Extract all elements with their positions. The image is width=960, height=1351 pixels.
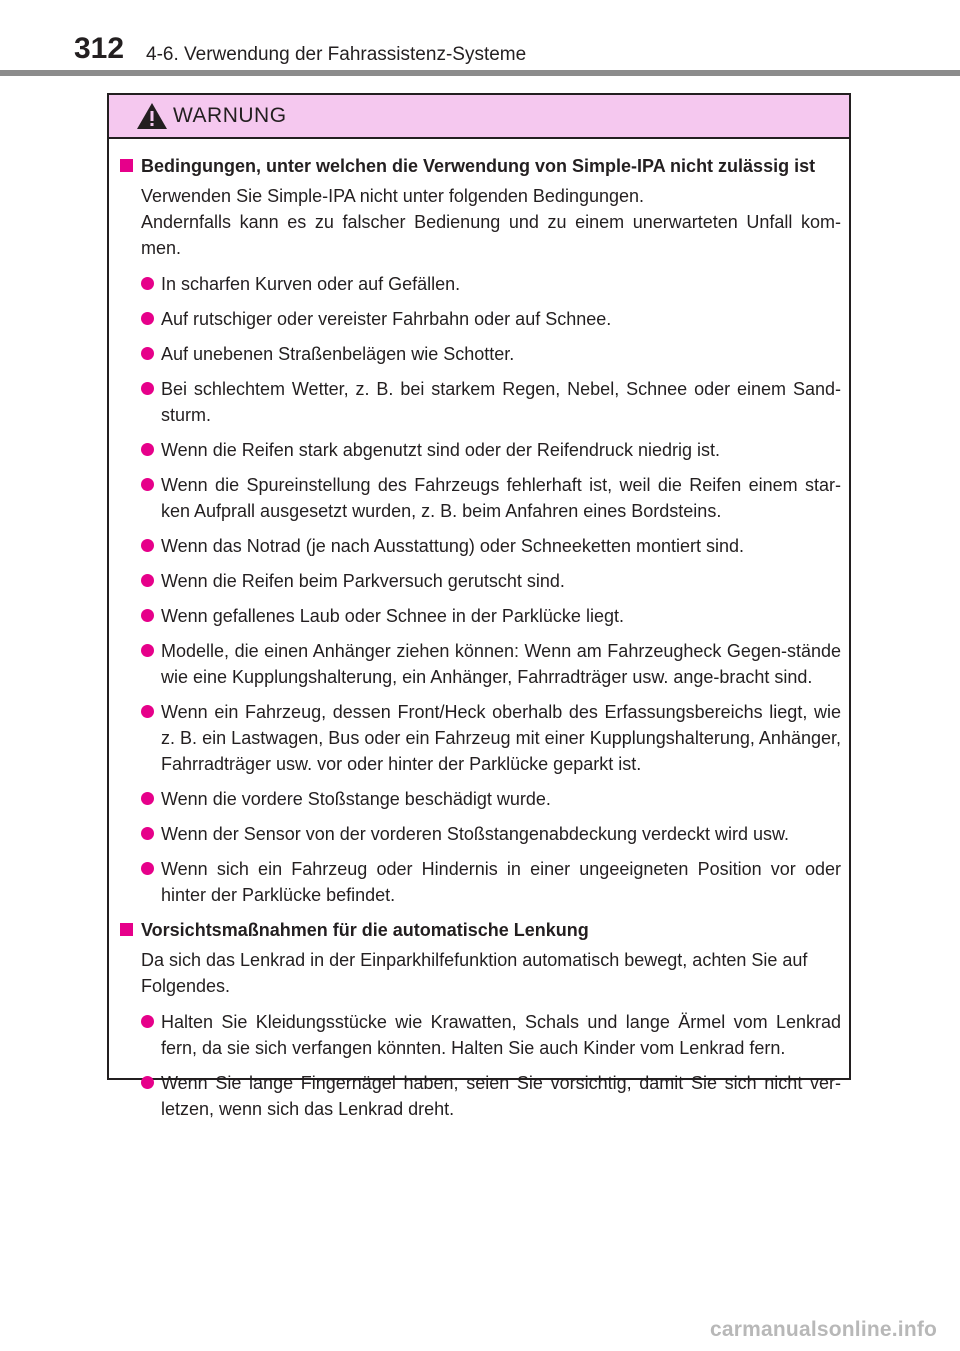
circle-bullet-icon [141, 478, 154, 491]
list-item: Wenn die vordere Stoßstange beschädigt wurde. [117, 786, 841, 812]
circle-bullet-icon [141, 1015, 154, 1028]
list-item: Wenn gefallenes Laub oder Schnee in der Parklücke liegt. [117, 603, 841, 629]
watermark: carmanualsonline.info [710, 1318, 938, 1341]
circle-bullet-icon [141, 382, 154, 395]
intro-text: Andernfalls kann es zu falscher Bedienung und zu einem unerwarteten Unfall kom-men. [141, 212, 841, 258]
circle-bullet-icon [141, 312, 154, 325]
circle-bullet-icon [141, 443, 154, 456]
square-bullet-icon [120, 923, 133, 936]
circle-bullet-icon [141, 277, 154, 290]
warning-header [109, 95, 849, 139]
circle-bullet-icon [141, 792, 154, 805]
warning-title: WARNUNG [173, 104, 287, 127]
list-item: Wenn die Spureinstellung des Fahrzeugs fehlerhaft ist, weil die Reifen einem star-ken Aufprall ausgesetzt wurden, z. B. beim Anfahren eines Bordsteins. [117, 472, 841, 524]
list-item: Auf rutschiger oder vereister Fahrbahn oder auf Schnee. [117, 306, 841, 332]
list-item: Wenn sich ein Fahrzeug oder Hindernis in einer ungeeigneten Position vor oder hinter der Parklücke befindet. [117, 856, 841, 908]
intro-text: Verwenden Sie Simple-IPA nicht unter folgenden Bedingungen. [141, 186, 645, 206]
warning-box [107, 93, 851, 1119]
circle-bullet-icon [141, 347, 154, 360]
list-item: Wenn Sie lange Fingernägel haben, seien Sie vorsichtig, damit Sie sich nicht ver-letzen, wenn sich das Lenkrad dreht. [117, 1070, 841, 1122]
list-item: Halten Sie Kleidungsstücke wie Krawatten, Schals und lange Ärmel vom Lenkrad fern, da sie sich verfangen könnten. Halten Sie auch Kinder vom Lenkrad fern. [117, 1009, 841, 1061]
intro-text: Da sich das Lenkrad in der Einparkhilfefunktion automatisch bewegt, achten Sie auf Folgendes. [141, 950, 808, 996]
list-item: In scharfen Kurven oder auf Gefällen. [117, 271, 841, 297]
warning-triangle-icon [135, 101, 169, 131]
list-item: Wenn die Reifen beim Parkversuch gerutscht sind. [117, 568, 841, 594]
section-heading: Vorsichtsmaßnahmen für die automatische Lenkung [117, 917, 841, 943]
circle-bullet-icon [141, 539, 154, 552]
list-item: Wenn das Notrad (je nach Ausstattung) oder Schneeketten montiert sind. [117, 533, 841, 559]
section-title: 4-6. Verwendung der Fahrassistenz-Systeme [146, 44, 527, 65]
circle-bullet-icon [141, 644, 154, 657]
square-bullet-icon [120, 159, 133, 172]
list-item: Bei schlechtem Wetter, z. B. bei starkem Regen, Nebel, Schnee oder einem Sand-sturm. [117, 376, 841, 428]
circle-bullet-icon [141, 705, 154, 718]
list-item: Modelle, die einen Anhänger ziehen können: Wenn am Fahrzeugheck Gegen-stände wie eine Kupplungshalterung, ein Anhänger, Fahrradträger usw. ange-bracht sind. [117, 638, 841, 690]
circle-bullet-icon [141, 609, 154, 622]
page-header [0, 0, 960, 78]
circle-bullet-icon [141, 1076, 154, 1089]
section-heading: Bedingungen, unter welchen die Verwendung von Simple-IPA nicht zulässig ist [117, 153, 841, 179]
circle-bullet-icon [141, 574, 154, 587]
list-item: Auf unebenen Straßenbelägen wie Schotter. [117, 341, 841, 367]
circle-bullet-icon [141, 862, 154, 875]
page-number: 312 [74, 32, 125, 65]
list-item: Wenn die Reifen stark abgenutzt sind oder der Reifendruck niedrig ist. [117, 437, 841, 463]
warning-content [109, 139, 849, 1122]
list-item: Wenn der Sensor von der vorderen Stoßstangenabdeckung verdeckt wird usw. [117, 821, 841, 847]
list-item: Wenn ein Fahrzeug, dessen Front/Heck oberhalb des Erfassungsbereichs liegt, wie z. B. ein Lastwagen, Bus oder ein Fahrzeug mit einer Kupplungshalterung, Anhänger, Fahrradträger usw. vor oder hinter der Parklücke geparkt ist. [117, 699, 841, 777]
header-rule [0, 70, 960, 76]
circle-bullet-icon [141, 827, 154, 840]
